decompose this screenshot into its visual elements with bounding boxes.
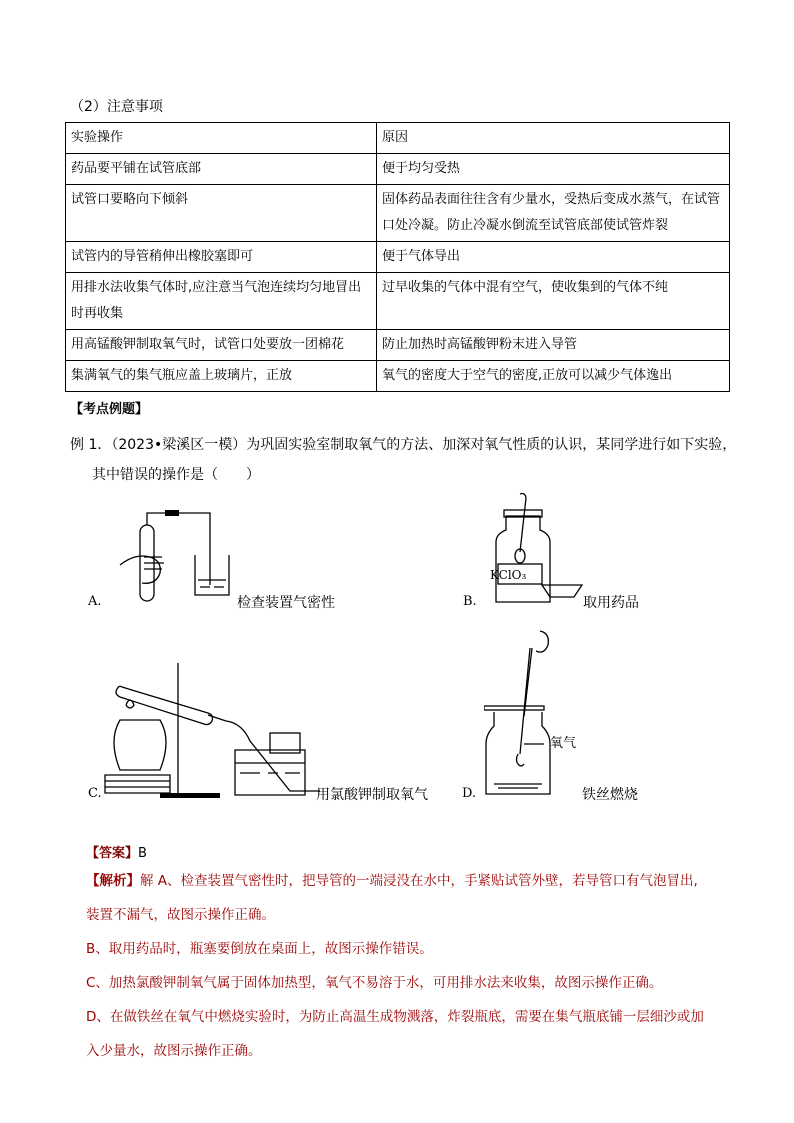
option-c-letter: C. — [88, 786, 102, 801]
option-d-letter: D. — [462, 786, 477, 801]
answer-tag: 【答案】 — [86, 846, 139, 861]
table-cell: 用高锰酸钾制取氧气时，试管口处要放一团棉花 — [66, 330, 377, 361]
analysis-line: 解 A、检查装置气密性时，把导管的一端浸没在水中，手紧贴试管外壁，若导管口有气泡冒出, — [140, 873, 698, 889]
option-b-letter: B. — [463, 594, 477, 609]
table-row — [66, 185, 730, 242]
table-cell: 氧气的密度大于空气的密度,正放可以减少气体逸出 — [377, 361, 730, 392]
analysis-block — [86, 842, 736, 1064]
section-title: （2）注意事项 — [70, 99, 163, 115]
table-cell: 集满氧气的集气瓶应盖上玻璃片，正放 — [66, 361, 377, 392]
airtightness-check-illustration — [110, 505, 240, 605]
option-b-caption: 取用药品 — [583, 595, 639, 611]
section-heading: 【考点例题】 — [70, 402, 149, 417]
option-a-caption: 检查装置气密性 — [237, 595, 335, 611]
option-d-caption: 铁丝燃烧 — [582, 787, 638, 803]
analysis-tag: 【解析】 — [86, 873, 140, 889]
iron-wire-combustion-illustration — [484, 626, 584, 800]
precautions-table — [65, 122, 730, 392]
table-row — [66, 361, 730, 392]
table-row — [66, 273, 730, 330]
table-cell: 试管口要略向下倾斜 — [66, 185, 377, 242]
table-cell: 便于气体导出 — [377, 242, 730, 273]
table-row — [66, 242, 730, 273]
table-header-cell: 原因 — [377, 123, 730, 154]
table-header-row — [66, 123, 730, 154]
table-cell: 固体药品表面往往含有少量水，受热后变成水蒸气，在试管口处冷凝。防止冷凝水倒流至试管底部使试管炸裂 — [377, 185, 730, 242]
analysis-line: C、加热氯酸钾制氧气属于固体加热型，氧气不易溶于水，可用排水法来收集，故图示操作正确。 — [86, 975, 663, 991]
table-cell: 试管内的导管稍伸出橡胶塞即可 — [66, 242, 377, 273]
table-row — [66, 154, 730, 185]
reagent-bottle-illustration — [480, 492, 590, 604]
table-cell: 防止加热时高锰酸钾粉末进入导管 — [377, 330, 730, 361]
table-cell: 便于均匀受热 — [377, 154, 730, 185]
table-row — [66, 330, 730, 361]
question-stem-continued: 其中错误的操作是（ ） — [92, 467, 260, 483]
answer-value: B — [138, 846, 147, 861]
table-cell: 用排水法收集气体时,应注意当气泡连续均匀地冒出时再收集 — [66, 273, 377, 330]
option-a-letter: A. — [88, 594, 102, 609]
option-c-caption: 用氯酸钾制取氧气 — [316, 787, 428, 803]
analysis-line: 入少量水，故图示操作正确。 — [86, 1043, 262, 1059]
question-stem: 例 1．（2023•梁溪区一模）为巩固实验室制取氧气的方法、加深对氧气性质的认识，某同学进行如下实验， — [70, 437, 737, 453]
analysis-line: 装置不漏气，故图示操作正确。 — [86, 907, 275, 923]
bottle-label: KClO₃ — [490, 568, 527, 582]
analysis-line: B、取用药品时，瓶塞要倒放在桌面上，故图示操作错误。 — [86, 941, 433, 957]
table-header-cell: 实验操作 — [66, 123, 377, 154]
table-cell: 药品要平铺在试管底部 — [66, 154, 377, 185]
table-cell: 过早收集的气体中混有空气，使收集到的气体不纯 — [377, 273, 730, 330]
oxygen-gas-label: 氧气 — [550, 736, 577, 751]
analysis-line: D、在做铁丝在氧气中燃烧实验时，为防止高温生成物溅落，炸裂瓶底，需要在集气瓶底铺一层细沙或加 — [86, 1009, 704, 1025]
oxygen-preparation-illustration — [100, 655, 320, 800]
